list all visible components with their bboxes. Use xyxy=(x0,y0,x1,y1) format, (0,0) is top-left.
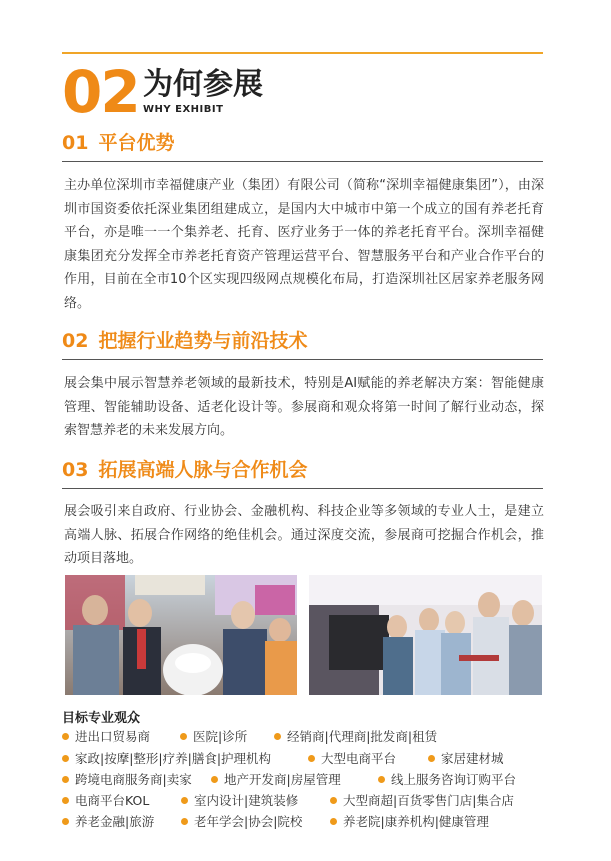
bullet-icon xyxy=(378,776,385,783)
audience-heading: 目标专业观众 xyxy=(62,711,141,726)
audience-item: 室内设计|建筑装修 xyxy=(181,791,298,811)
audience-item: 家政|按摩|整形|疗养|膳食|护理机构 xyxy=(62,749,271,769)
audience-item: 大型电商平台 xyxy=(308,749,396,769)
bullet-icon xyxy=(62,733,69,740)
audience-item: 家居建材城 xyxy=(428,749,504,769)
bullet-icon xyxy=(62,776,69,783)
audience-item: 养老金融|旅游 xyxy=(62,812,154,832)
audience-item: 养老院|康养机构|健康管理 xyxy=(330,812,489,832)
audience-item: 医院|诊所 xyxy=(180,727,247,747)
audience-row xyxy=(62,770,552,790)
bullet-icon xyxy=(308,755,315,762)
bullet-icon xyxy=(274,733,281,740)
page-subtitle: WHY EXHIBIT xyxy=(143,104,224,115)
exhibition-photo-left xyxy=(65,575,297,695)
section-heading-number: 03 xyxy=(62,459,89,481)
section-divider xyxy=(62,161,543,162)
section-divider xyxy=(62,359,543,360)
audience-row xyxy=(62,727,552,747)
bullet-icon xyxy=(330,818,337,825)
audience-row xyxy=(62,791,552,811)
audience-item: 经销商|代理商|批发商|租赁 xyxy=(274,727,437,747)
section-heading-text: 拓展高端人脉与合作机会 xyxy=(98,459,308,481)
section-heading-text: 平台优势 xyxy=(98,132,175,154)
audience-row xyxy=(62,749,552,769)
section-number: 02 xyxy=(62,58,139,126)
section-heading-number: 01 xyxy=(62,132,89,154)
audience-item: 老年学会|协会|院校 xyxy=(181,812,302,832)
section-heading-trends xyxy=(62,326,543,356)
audience-item: 大型商超|百货零售门店|集合店 xyxy=(330,791,514,811)
section-divider xyxy=(62,488,543,489)
page-title: 为何参展 xyxy=(143,67,263,102)
bullet-icon xyxy=(428,755,435,762)
section-paragraph: 展会吸引来自政府、行业协会、金融机构、科技企业等多领域的专业人士，是建立高端人脉、拓展合作网络的绝佳机会。通过深度交流，参展商可挖掘合作机会，推动项目落地。 xyxy=(64,504,544,566)
bullet-icon xyxy=(211,776,218,783)
exhibition-photo-right xyxy=(309,575,542,695)
section-heading-platform xyxy=(62,128,543,158)
audience-item: 进出口贸易商 xyxy=(62,727,150,747)
section-paragraph: 主办单位深圳市幸福健康产业（集团）有限公司（简称“深圳幸福健康集团”），由深圳市国资委依托深业集团组建成立，是国内大中城市中第一个成立的国有养老托育平台，亦是唯一一个集养老、托育、医疗业务于一体的养老托育平台。深圳幸福健康集团充分发挥全市养老托育资产管理运营平台、智慧服务平台和产业合作平台的作用，目前在全市10个区实现四级网点规模化布局，打造深圳社区居家养老服务网络。 xyxy=(64,178,544,311)
audience-item: 电商平台KOL xyxy=(62,791,149,811)
top-divider xyxy=(62,52,543,54)
section-heading-network xyxy=(62,455,543,485)
audience-row xyxy=(62,812,552,832)
section-heading-number: 02 xyxy=(62,330,89,352)
bullet-icon xyxy=(62,818,69,825)
bullet-icon xyxy=(62,755,69,762)
bullet-icon xyxy=(330,797,337,804)
section-heading-text: 把握行业趋势与前沿技术 xyxy=(98,330,308,352)
audience-item: 地产开发商|房屋管理 xyxy=(211,770,341,790)
audience-item: 线上服务咨询订购平台 xyxy=(378,770,516,790)
audience-item: 跨境电商服务商|卖家 xyxy=(62,770,192,790)
bullet-icon xyxy=(181,797,188,804)
section-paragraph: 展会集中展示智慧养老领域的最新技术，特别是AI赋能的养老解决方案：智能健康管理、智能辅助设备、适老化设计等。参展商和观众将第一时间了解行业动态，探索智慧养老的未来发展方向。 xyxy=(64,376,544,438)
bullet-icon xyxy=(180,733,187,740)
bullet-icon xyxy=(62,797,69,804)
bullet-icon xyxy=(181,818,188,825)
